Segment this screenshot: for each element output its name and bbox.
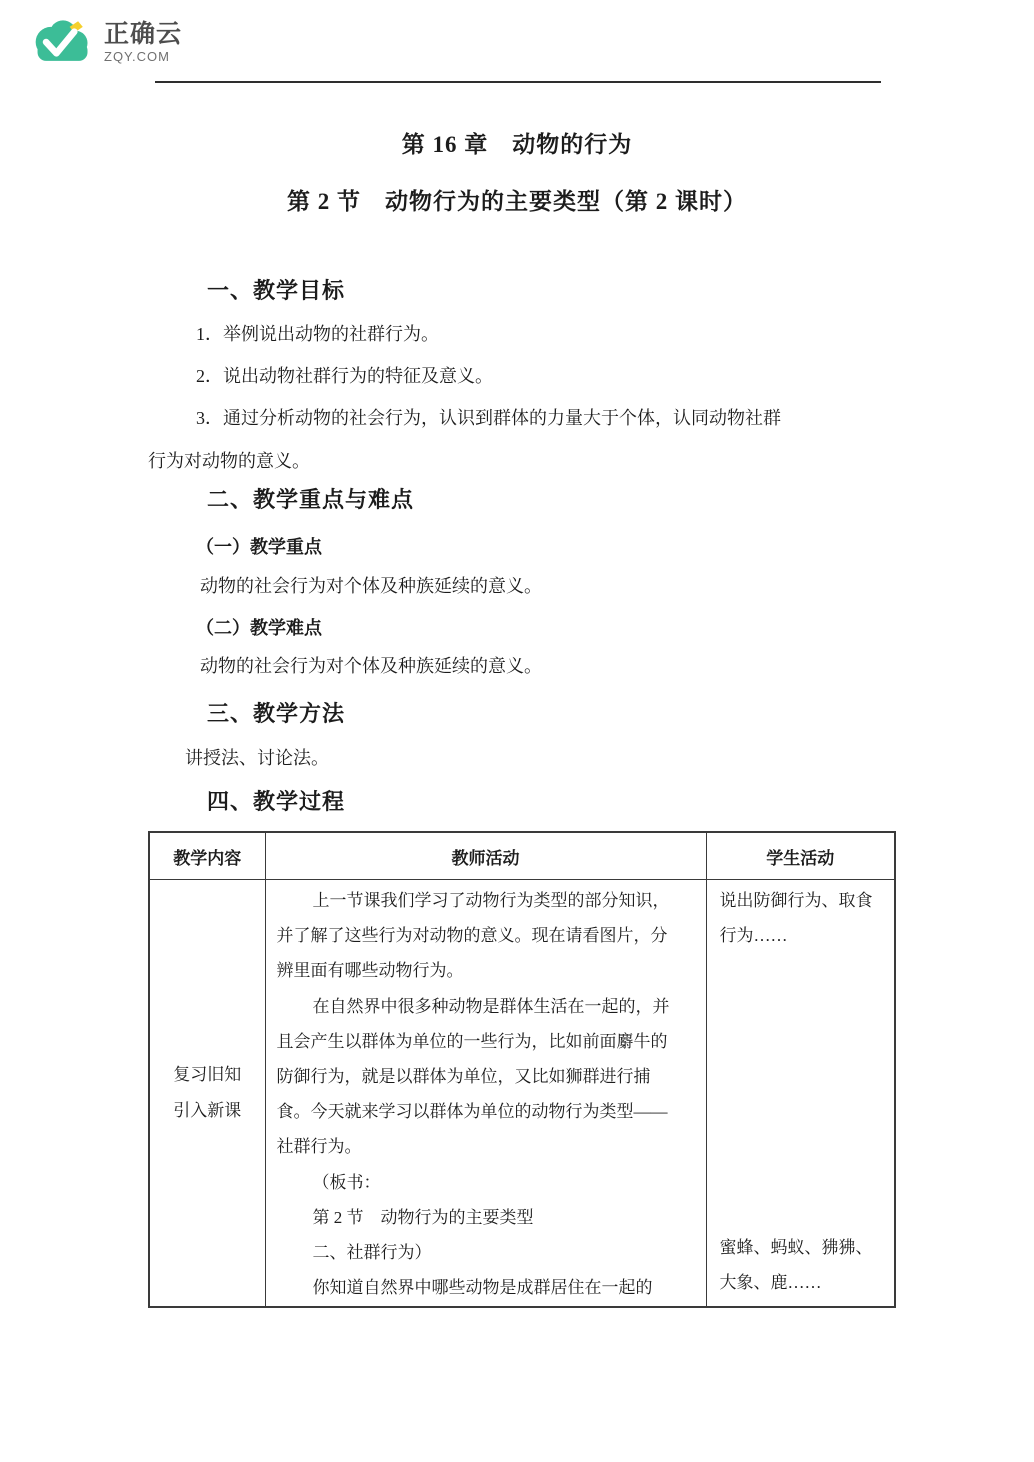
teacher-line: 且会产生以群体为单位的一些行为，比如前面麝牛的 (276, 1031, 668, 1051)
section-heading-methods: 三、教学方法 (207, 701, 346, 726)
student-answer-bottom (720, 1230, 886, 1300)
table-header-row (149, 832, 895, 880)
objective-item-3-line2: 行为对动物的意义。 (148, 451, 310, 471)
cloud-check-icon (30, 13, 96, 71)
teaching-focus-body: 动物的社会行为对个体及种族延续的意义。 (200, 576, 542, 596)
content-line: 引入新课 (173, 1101, 242, 1121)
methods-body: 讲授法、讨论法。 (185, 748, 329, 768)
teacher-line: 上一节课我们学习了动物行为类型的部分知识， (312, 891, 670, 910)
section-heading-process: 四、教学过程 (207, 789, 346, 814)
objective-item-2: 2．说出动物社群行为的特征及意义。 (196, 366, 493, 386)
subheading-teaching-difficulty: （二）教学难点 (196, 618, 322, 638)
student-line: 说出防御行为、取食 (719, 891, 873, 910)
teacher-line: 二、社群行为） (312, 1243, 432, 1263)
student-answer-top (720, 883, 886, 953)
cell-teaching-content (149, 880, 265, 1308)
teacher-line: 你知道自然界中哪些动物是成群居住在一起的 (312, 1278, 653, 1298)
column-header-content: 教学内容 (149, 832, 265, 880)
student-line: 蜜蜂、蚂蚁、狒狒、 (719, 1237, 873, 1257)
section-heading-objectives: 一、教学目标 (207, 278, 346, 303)
teacher-line: 防御行为，就是以群体为单位，又比如狮群进行捕 (276, 1067, 651, 1087)
teaching-difficulty-body: 动物的社会行为对个体及种族延续的意义。 (200, 656, 542, 676)
column-header-student-activity: 学生活动 (706, 832, 895, 880)
chapter-title: 第 16 章 动物的行为 (401, 132, 633, 157)
teacher-line: 辨里面有哪些动物行为。 (276, 961, 464, 981)
section-heading-key-points: 二、教学重点与难点 (207, 487, 415, 512)
teacher-line: （板书： (312, 1172, 381, 1192)
brand-domain: ZQY.COM (104, 48, 170, 64)
table-row (149, 880, 895, 1308)
objective-item-3-line1: 3．通过分析动物的社会行为，认识到群体的力量大于个体，认同动物社群 (196, 408, 781, 428)
student-line: 行为…… (719, 926, 788, 946)
brand-text (104, 21, 182, 64)
cell-student-activity (706, 880, 895, 1308)
teacher-line: 并了解了这些行为对动物的意义。现在请看图片，分 (276, 926, 668, 946)
lesson-process-table (148, 831, 896, 1308)
teacher-line: 社群行为。 (276, 1137, 362, 1157)
subheading-teaching-focus: （一）教学重点 (196, 537, 322, 557)
brand-name: 正确云 (104, 19, 183, 48)
teacher-line: 第 2 节 动物行为的主要类型 (312, 1207, 534, 1227)
lesson-subtitle: 第 2 节 动物行为的主要类型（第 2 课时） (287, 189, 747, 214)
teacher-line: 食。今天就来学习以群体为单位的动物行为类型—— (276, 1102, 668, 1122)
objective-item-1: 1．举例说出动物的社群行为。 (196, 324, 439, 344)
content-line: 复习旧知 (173, 1065, 242, 1085)
column-header-teacher-activity: 教师活动 (265, 832, 706, 880)
header-divider (155, 81, 881, 83)
brand-logo (30, 13, 182, 71)
teacher-line: 在自然界中很多种动物是群体生活在一起的，并 (312, 996, 670, 1016)
student-line: 大象、鹿…… (719, 1272, 822, 1292)
cell-teacher-activity (265, 880, 706, 1308)
